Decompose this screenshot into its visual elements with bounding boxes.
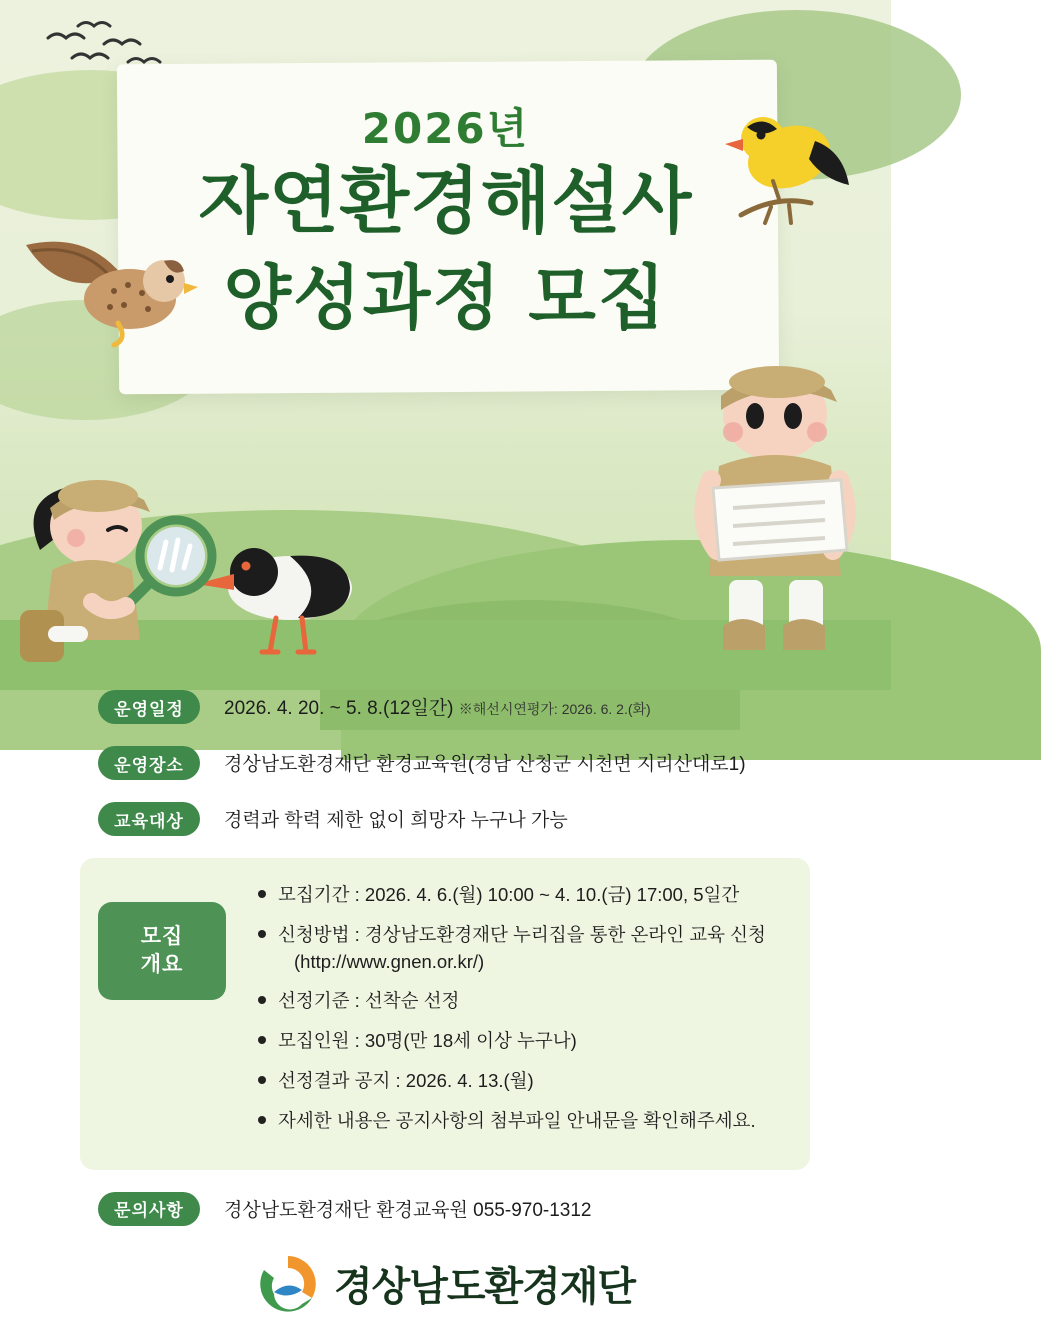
- label-schedule: 운영일정: [98, 690, 200, 724]
- child-with-map-icon: [671, 330, 881, 675]
- foundation-logo-icon: [256, 1252, 320, 1316]
- summary-item-url[interactable]: (http://www.gnen.or.kr/): [294, 950, 485, 972]
- hero-illustration: [0, 0, 891, 690]
- poster-year: 2026년: [361, 104, 530, 153]
- list-item: [256, 922, 766, 976]
- summary-item-text: 모집기간 : 2026. 4. 6.(월) 10:00 ~ 4. 10.(금) 17:00, 5일간: [278, 884, 740, 905]
- label-target: 교육대상: [98, 802, 200, 836]
- summary-item-text: 선정결과 공지 : 2026. 4. 13.(월): [278, 1070, 534, 1092]
- info-row-venue: [0, 746, 891, 780]
- list-item: [256, 882, 766, 909]
- label-venue: 운영장소: [98, 746, 200, 780]
- summary-label-line1: 모집: [140, 924, 184, 948]
- value-schedule: [224, 690, 651, 723]
- summary-item-text: 신청방법 : 경상남도환경재단 누리집을 통한 온라인 교육 신청: [278, 923, 766, 945]
- value-target: 경력과 학력 제한 없이 희망자 누구나 가능: [224, 810, 568, 831]
- value-venue: 경상남도환경재단 환경교육원(경남 산청군 시천면 지리산대로1): [224, 754, 746, 775]
- summary-item-text: 선정기준 : 선착순 선정: [278, 990, 460, 1012]
- poster-title-block: [0, 96, 891, 339]
- page-subtitle: 양성과정 모집: [223, 256, 668, 339]
- organization-name: 경상남도환경재단: [333, 1264, 636, 1311]
- information-section: [0, 690, 891, 1316]
- label-recruitment-summary: [98, 902, 226, 1000]
- summary-item-text: 모집인원 : 30명(만 18세 이상 누구나): [278, 1030, 577, 1052]
- list-item: [256, 988, 766, 1015]
- schedule-note: ※해선시연평가: 2026. 6. 2.(화): [458, 701, 651, 717]
- list-item: [256, 1068, 766, 1095]
- child-with-magnifier-icon: [0, 430, 230, 685]
- flying-birds-icon: [42, 18, 172, 83]
- label-contact: 문의사항: [98, 1192, 200, 1226]
- page-title: 자연환경해설사: [198, 159, 693, 243]
- value-contact: 경상남도환경재단 환경교육원 055-970-1312: [224, 1199, 592, 1221]
- recruitment-summary-box: [80, 858, 810, 1170]
- footer-logo: [0, 1252, 891, 1316]
- info-row-schedule: [0, 690, 891, 724]
- summary-bullet-list: [256, 882, 766, 1148]
- schedule-dates: 2026. 4. 20. ~ 5. 8.(12일간): [224, 698, 459, 719]
- list-item: [256, 1028, 766, 1055]
- info-row-contact: [0, 1192, 891, 1226]
- summary-item-text: 자세한 내용은 공지사항의 첨부파일 안내문을 확인해주세요.: [278, 1109, 756, 1131]
- info-row-target: [0, 802, 891, 836]
- list-item: [256, 1108, 766, 1135]
- summary-label-line2: 개요: [140, 953, 184, 976]
